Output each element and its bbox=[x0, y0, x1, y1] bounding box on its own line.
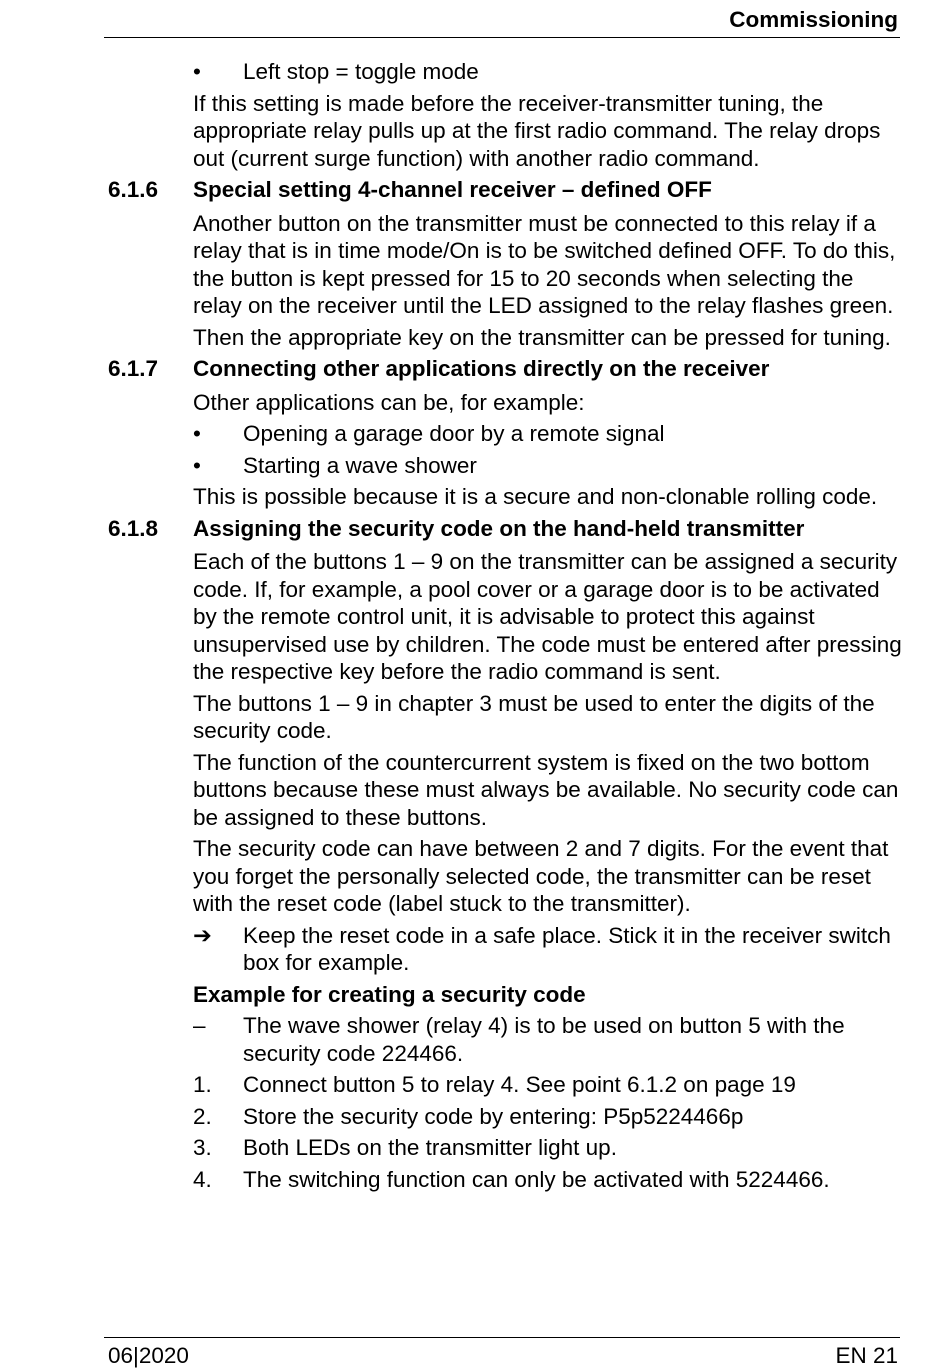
step-number: 4. bbox=[193, 1166, 212, 1192]
paragraph-text: Each of the buttons 1 – 9 on the transmitter can be assigned a security code. If, for example, a pool cover or a garage door is to be activated by the remote control unit, it is advisable to protect this against unsupervised use by children. The code must be entered after pressing the respective key before the radio command is sent. bbox=[193, 549, 902, 684]
step-text: Store the security code by entering: P5p5224466p bbox=[243, 1103, 744, 1129]
step-item bbox=[108, 1134, 908, 1162]
section-6-1-8-paragraph-1 bbox=[108, 548, 908, 686]
paragraph-text: Another button on the transmitter must be connected to this relay if a relay that is in time mode/On is to be switched defined OFF. To do this, the button is kept pressed for 15 to 20 seconds when selecting the relay on the receiver until the LED assigned to the relay flashes green. bbox=[193, 210, 896, 318]
example-title: Example for creating a security code bbox=[193, 981, 586, 1007]
list-item bbox=[108, 420, 908, 448]
bullet-marker: • bbox=[193, 59, 201, 84]
note-text: Keep the reset code in a safe place. Stick it in the receiver switch box for example. bbox=[243, 922, 891, 975]
section-title: Special setting 4-channel receiver – defined OFF bbox=[193, 177, 712, 202]
section-number: 6.1.6 bbox=[108, 177, 159, 202]
paragraph-text: Other applications can be, for example: bbox=[193, 389, 585, 415]
intro-paragraph bbox=[108, 90, 908, 173]
section-heading-6-1-7 bbox=[108, 355, 908, 383]
bullet-text: Starting a wave shower bbox=[243, 452, 477, 478]
footer-date: 06|2020 bbox=[108, 1343, 189, 1368]
bullet-text: Left stop = toggle mode bbox=[243, 59, 479, 84]
list-item bbox=[108, 452, 908, 480]
paragraph-text: The buttons 1 – 9 in chapter 3 must be used to enter the digits of the security code. bbox=[193, 690, 875, 743]
section-6-1-6-paragraph-2 bbox=[108, 324, 908, 352]
section-number: 6.1.8 bbox=[108, 515, 159, 541]
section-6-1-7-paragraph-2 bbox=[108, 483, 908, 511]
paragraph-text: This is possible because it is a secure and non-clonable rolling code. bbox=[193, 484, 878, 509]
dash-marker: – bbox=[193, 1013, 206, 1038]
step-number: 1. bbox=[193, 1072, 212, 1097]
bullet-text: Opening a garage door by a remote signal bbox=[243, 421, 665, 446]
section-heading-6-1-6 bbox=[108, 176, 908, 204]
step-text: Both LEDs on the transmitter light up. bbox=[243, 1135, 617, 1160]
section-6-1-8-paragraph-3 bbox=[108, 749, 908, 832]
intro-bullet bbox=[108, 58, 908, 86]
bullet-marker: • bbox=[193, 421, 201, 446]
page-content bbox=[108, 58, 908, 1197]
section-6-1-7-paragraph-1 bbox=[108, 389, 908, 417]
step-text: The switching function can only be activated with 5224466. bbox=[243, 1166, 830, 1192]
step-text: Connect button 5 to relay 4. See point 6.1.2 on page 19 bbox=[243, 1072, 796, 1097]
step-number: 3. bbox=[193, 1135, 212, 1160]
page-header-title: Commissioning bbox=[729, 7, 898, 32]
paragraph-text: The security code can have between 2 and 7 digits. For the event that you forget the personally selected code, the transmitter can be reset with the reset code (label stuck to the transmitter). bbox=[193, 836, 889, 916]
section-6-1-8-paragraph-2 bbox=[108, 690, 908, 745]
section-number: 6.1.7 bbox=[108, 356, 159, 381]
paragraph-text: Then the appropriate key on the transmitter can be pressed for tuning. bbox=[193, 324, 891, 350]
paragraph-text: The function of the countercurrent system is fixed on the two bottom buttons because these must always be available. No security code can be assigned to these buttons. bbox=[193, 749, 899, 830]
section-title: Assigning the security code on the hand-held transmitter bbox=[193, 515, 805, 541]
section-6-1-8-paragraph-4 bbox=[108, 835, 908, 918]
paragraph-text: If this setting is made before the receiver-transmitter tuning, the appropriate relay pulls up at the first radio command. The relay drops out (current surge function) with another radio command. bbox=[193, 90, 881, 171]
footer-rule bbox=[104, 1337, 900, 1338]
step-item bbox=[108, 1071, 908, 1099]
section-heading-6-1-8 bbox=[108, 515, 908, 543]
section-title: Connecting other applications directly on the receiver bbox=[193, 356, 770, 381]
dash-text: The wave shower (relay 4) is to be used on button 5 with the security code 224466. bbox=[243, 1013, 845, 1066]
header-rule bbox=[104, 37, 900, 38]
note-item bbox=[108, 922, 908, 977]
footer-page-number: EN 21 bbox=[835, 1343, 898, 1368]
arrow-right-icon: ➔ bbox=[193, 922, 212, 948]
step-item bbox=[108, 1103, 908, 1131]
bullet-marker: • bbox=[193, 452, 201, 478]
section-6-1-6-paragraph-1 bbox=[108, 210, 908, 320]
dash-item bbox=[108, 1012, 908, 1067]
step-number: 2. bbox=[193, 1103, 212, 1129]
step-item bbox=[108, 1166, 908, 1194]
